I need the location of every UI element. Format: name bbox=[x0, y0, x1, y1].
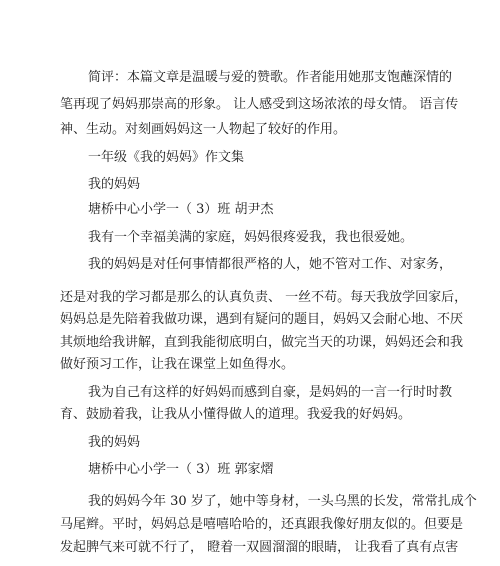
text-line: 我的妈妈 bbox=[88, 177, 141, 192]
text-line: 一年级《我的妈妈》作文集 bbox=[88, 150, 245, 165]
text-line: 我有一个幸福美满的家庭，妈妈很疼爱我，我也很爱她。 bbox=[88, 230, 414, 245]
text-line: 妈妈总是先陪着我做功课，遇到有疑问的题目，妈妈又会耐心地、不厌 bbox=[60, 312, 464, 327]
text-line: 神、生动。对刻画妈妈这一人物起了较好的作用。 bbox=[60, 122, 347, 137]
text-line: 我的妈妈是对任何事情都很严格的人，她不管对工作、对家务， bbox=[88, 257, 453, 272]
text-line: 我的妈妈 bbox=[88, 435, 141, 450]
text-line: 发起脾气来可就不行了， 瞪着一双圆溜溜的眼睛， 让我看了真有点害 bbox=[60, 540, 459, 555]
text-line: 育、鼓励着我，让我从小懂得做人的道理。我爱我的好妈妈。 bbox=[60, 407, 412, 422]
text-line: 塘桥中心小学一（ 3）班 郭家熠 bbox=[88, 462, 274, 477]
text-line: 塘桥中心小学一（ 3）班 胡尹杰 bbox=[88, 202, 274, 217]
text-line: 我的妈妈今年 30 岁了，她中等身材，一头乌黑的长发，常常扎成个 bbox=[88, 494, 477, 509]
text-line: 简评：本篇文章是温暖与爱的赞歌。作者能用她那支饱蘸深情的 bbox=[88, 70, 453, 85]
text-line: 我为自己有这样的好妈妈而感到自豪，是妈妈的一言一行时时教 bbox=[88, 385, 453, 400]
text-line: 做好预习工作，让我在课堂上如鱼得水。 bbox=[60, 357, 295, 372]
text-line: 其烦地给我讲解，直到我能彻底明白，做完当天的功课，妈妈还会和我 bbox=[60, 335, 464, 350]
text-line: 笔再现了妈妈那崇高的形象。 让人感受到这场浓浓的母女情。 语言传 bbox=[60, 97, 459, 112]
text-line: 还是对我的学习都是那么的认真负责、 一丝不苟。每天我放学回家后， bbox=[60, 290, 468, 305]
text-line: 马尾辫。平时，妈妈总是嘻嘻哈哈的，还真跟我像好朋友似的。但要是 bbox=[60, 517, 464, 532]
